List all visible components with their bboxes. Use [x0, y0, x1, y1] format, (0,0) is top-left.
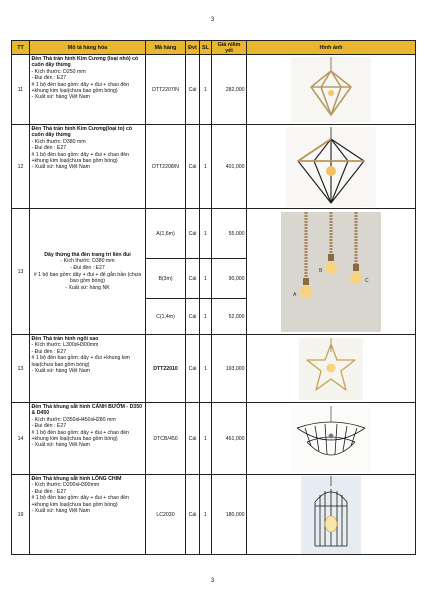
variant-price: 55,000: [212, 209, 247, 259]
row-qty: 1: [200, 475, 212, 555]
header-price: Giá niêm yết: [212, 41, 247, 55]
table-row: [12, 403, 416, 475]
page-number-bottom: 3: [210, 578, 215, 584]
label-c: C: [365, 277, 369, 284]
row-qty: 1: [200, 55, 212, 125]
birdcage-pendant-photo: [247, 475, 416, 555]
row-tt: 14: [12, 403, 30, 475]
variant-code: A(1,6m): [146, 209, 186, 259]
variant-qty: 1: [200, 259, 212, 299]
row-price: 193,000: [212, 335, 247, 403]
header-tt: TT: [12, 41, 30, 55]
small-diamond-rope-pendant-photo: [247, 55, 416, 125]
product-table: [11, 40, 416, 555]
row-unit: Cái: [186, 335, 200, 403]
spec-line: - Xuất xứ: hàng Việt Nam: [31, 442, 90, 449]
row-description: [30, 209, 146, 335]
product-title: Đèn Thả trần hình Kim Cương (loại nhỏ) có cuốn dây thừng: [31, 56, 139, 69]
spec-line: - Kích thước: D350xH450xH280 mm: [31, 416, 116, 423]
row-unit: Cái: [186, 403, 200, 475]
row-code: DTT22010: [146, 335, 186, 403]
product-title: Đèn Thả trần hình Kim Cương(loại to) có cuốn dây thừng: [31, 126, 133, 139]
variant-unit: Cái: [186, 209, 200, 259]
spec-line: - Xuất xứ: hàng Việt Nam: [31, 368, 90, 375]
spec-line: - Kích thước: D380 mm: [60, 258, 115, 265]
row-code: LC2030: [146, 475, 186, 555]
table-row: [12, 335, 416, 403]
spec-line: # 1 bộ đèn bao gồm: dây + đui + chao đèn +khung kim loại(chưa bao gồm bóng): [31, 495, 129, 508]
variant-qty: 1: [200, 209, 212, 259]
butterfly-wire-pendant-photo: [247, 403, 416, 475]
spec-line: # 1 bộ bao gồm: dây + đui + đế gắn trần (chưa bao gồm bóng): [33, 271, 142, 285]
table-row: [12, 475, 416, 555]
spec-line: # 1 bộ đèn bao gồm: dây + đui +khung kim loại(chưa bao gồm bóng): [31, 355, 130, 368]
spec-line: - Đui đèn : E27: [31, 488, 67, 495]
variant-code: B(3m): [146, 259, 186, 299]
spec-line: - Kích thước: D200xH300mm: [31, 482, 100, 489]
row-code: DTCB/450: [146, 403, 186, 475]
spec-line: # 1 bộ đèn bao gồm: dây + đui + chao đèn +khung kim loại(chưa bao gồm bóng): [31, 81, 129, 95]
row-price: 282,000: [212, 55, 247, 125]
row-tt: 12: [12, 125, 30, 209]
star-pendant-photo: [247, 335, 416, 403]
variant-price: 52,000: [212, 299, 247, 335]
row-description: [30, 55, 146, 125]
variant-price: 90,000: [212, 259, 247, 299]
header-code: Mã hàng: [146, 41, 186, 55]
table-row: [12, 125, 416, 209]
spec-line: - Xuất xứ: hàng Việt Nam: [31, 164, 90, 171]
row-tt: 13: [12, 209, 30, 335]
row-unit: Cái: [186, 125, 200, 209]
product-title: Đèn Thả trần hình ngôi sao: [31, 336, 99, 342]
variant-qty: 1: [200, 299, 212, 335]
variant-unit: Cái: [186, 299, 200, 335]
variant-code: C(1,4m): [146, 299, 186, 335]
label-a: A: [293, 291, 297, 298]
spec-line: - Đui đèn : E27: [31, 145, 67, 152]
product-title: Dây thừng thả đèn trang trí liền đui: [44, 251, 131, 258]
label-b: B: [319, 267, 323, 274]
spec-line: - Đui đèn : E27: [31, 348, 67, 355]
table-row: [12, 55, 416, 125]
spec-line: - Đui đèn : E27: [70, 264, 105, 271]
row-description: [30, 403, 146, 475]
header-unit: Đvt: [186, 41, 200, 55]
row-tt: 13: [12, 335, 30, 403]
variant-unit: Cái: [186, 259, 200, 299]
row-price: 180,000: [212, 475, 247, 555]
spec-line: # 1 bộ đèn bao gồm: dây + đui + chao đèn +khung kim loại(chưa bao gồm bóng): [31, 429, 129, 443]
header-description: Mô tả hàng hóa: [30, 41, 146, 55]
row-qty: 1: [200, 335, 212, 403]
rope-cord-pendants-photo: [247, 209, 416, 335]
table-header-row: [12, 41, 416, 55]
header-qty: SL: [200, 41, 212, 55]
row-tt: 19: [12, 475, 30, 555]
spec-line: - Xuất xứ: hàng Việt Nam: [31, 94, 90, 101]
row-unit: Cái: [186, 475, 200, 555]
row-price: 401,000: [212, 125, 247, 209]
row-code: DTT2207/N: [146, 55, 186, 125]
large-diamond-rope-pendant-photo: [247, 125, 416, 209]
row-qty: 1: [200, 403, 212, 475]
product-title: Đèn Thả khung sắt hình CÁNH BƯỚM - D350 & D450: [31, 404, 142, 417]
page-number-top: 3: [210, 17, 215, 23]
spec-line: - Đui đèn : E27: [31, 75, 67, 82]
row-tt: 11: [12, 55, 30, 125]
row-unit: Cái: [186, 55, 200, 125]
row-price: 461,000: [212, 403, 247, 475]
row-description: [30, 125, 146, 209]
row-description: [30, 335, 146, 403]
spec-line: - Kích thước: L300xH300mm: [31, 342, 99, 349]
row-description: [30, 475, 146, 555]
spec-line: - Xuất xứ: hàng NK: [65, 284, 110, 291]
spec-line: # 1 bộ đèn bao gồm: dây + đui + chao đèn +khung kim loại(chưa bao gồm bóng): [31, 151, 129, 165]
spec-line: - Kích thước: D380 mm: [31, 138, 86, 145]
header-image: Hình ảnh: [247, 41, 416, 55]
spec-line: - Kích thước: D250 mm: [31, 68, 86, 75]
table-row: [12, 209, 416, 259]
spec-line: - Xuất xứ: hàng Việt Nam: [31, 508, 90, 515]
spec-line: - Đui đèn : E27: [31, 423, 67, 430]
row-code: DTT2208/N: [146, 125, 186, 209]
product-title: Đèn Thả khung sắt hình LỒNG CHIM: [31, 476, 122, 482]
row-qty: 1: [200, 125, 212, 209]
